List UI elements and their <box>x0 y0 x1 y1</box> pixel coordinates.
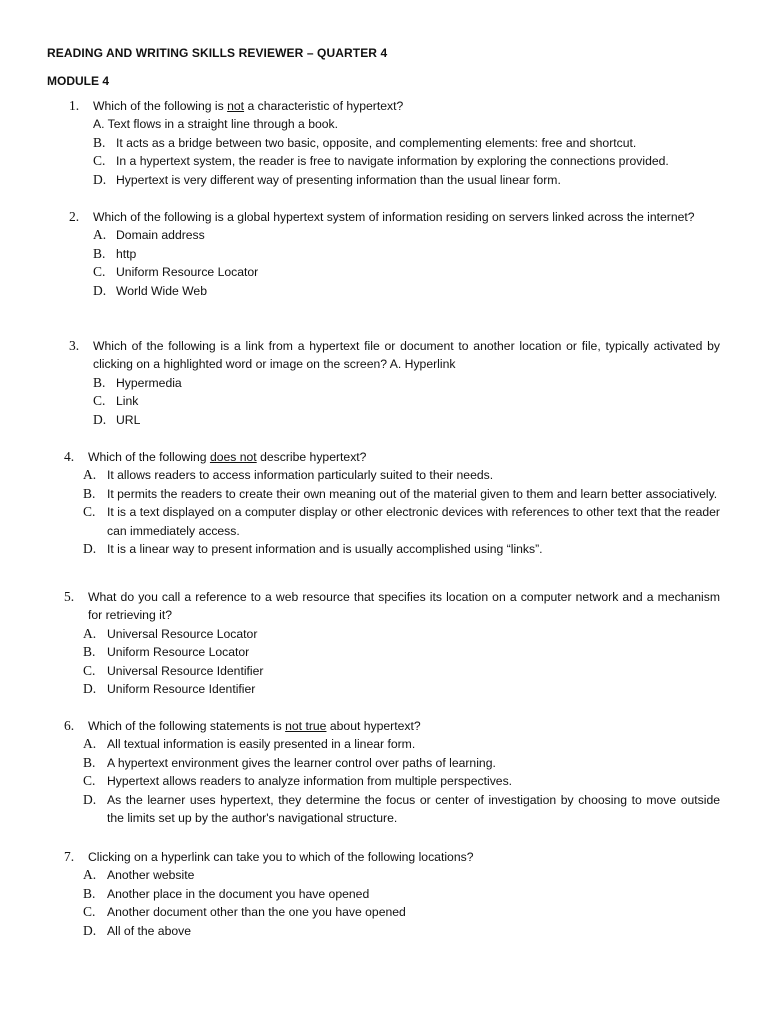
option-letter: C. <box>83 504 96 520</box>
option-c <box>83 503 720 540</box>
option-c <box>83 662 720 680</box>
option-letter: B. <box>83 754 96 770</box>
option-c <box>93 263 720 281</box>
question-stem: What do you call a reference to a web resource that specifies its location on a computer network and a mechanism for retrieving it? <box>88 590 720 623</box>
option-text: World Wide Web <box>116 283 207 298</box>
option-letter: A. <box>83 736 97 752</box>
option-letter: D. <box>93 171 107 187</box>
option-c <box>93 392 720 410</box>
option-d <box>83 791 720 828</box>
option-text: http <box>116 246 137 261</box>
question-number: 3. <box>69 338 80 353</box>
option-text: It acts as a bridge between two basic, opposite, and complementing elements: free and shortcut. <box>116 135 637 150</box>
option-list <box>83 466 720 558</box>
option-d <box>83 922 720 940</box>
option-d <box>93 171 720 189</box>
option-b <box>83 643 720 661</box>
option-letter: D. <box>83 681 97 697</box>
option-list <box>83 866 720 940</box>
option-a <box>83 625 720 643</box>
option-d <box>83 540 720 558</box>
option-text: All textual information is easily presented in a linear form. <box>107 737 416 752</box>
option-text: Uniform Resource Locator <box>107 645 250 660</box>
question-stem: Clicking on a hyperlink can take you to which of the following locations? <box>88 850 474 864</box>
underlined-keyword: does not <box>209 450 257 464</box>
option-letter: B. <box>83 644 96 660</box>
option-letter: D. <box>93 282 107 298</box>
option-b <box>83 885 720 903</box>
option-a <box>83 735 720 753</box>
option-text: Uniform Resource Locator <box>116 265 259 280</box>
question-3 <box>69 337 720 429</box>
option-letter: A. <box>93 227 107 243</box>
option-list <box>93 115 720 189</box>
option-letter: B. <box>83 885 96 901</box>
module-heading: MODULE 4 <box>47 74 110 88</box>
question-number: 4. <box>64 449 75 464</box>
option-text: Uniform Resource Identifier <box>107 682 256 697</box>
option-text: Another website <box>107 868 195 883</box>
option-b <box>93 374 720 392</box>
underlined-keyword: not <box>227 99 245 113</box>
option-b <box>83 485 720 503</box>
question-number: 6. <box>64 718 75 733</box>
option-text: Hypermedia <box>116 375 182 390</box>
option-c <box>93 152 720 170</box>
option-letter: B. <box>93 374 106 390</box>
option-c <box>83 772 720 790</box>
question-stem: Which of the following does not describe hypertext? <box>88 450 367 464</box>
option-letter: B. <box>93 245 106 261</box>
option-text: Universal Resource Identifier <box>107 663 264 678</box>
option-letter: D. <box>83 922 97 938</box>
option-text: It permits the readers to create their own meaning out of the material given to them and learn better associatively. <box>107 486 718 501</box>
underlined-keyword: not true <box>285 719 327 733</box>
option-letter: C. <box>83 773 96 789</box>
option-letter: C. <box>93 264 106 280</box>
option-letter: A. <box>83 867 97 883</box>
option-text: In a hypertext system, the reader is free to navigate information by exploring the connections provided. <box>116 154 669 169</box>
question-stem: Which of the following is a global hypertext system of information residing on servers linked across the internet? <box>93 210 695 224</box>
option-letter: C. <box>93 393 106 409</box>
option-letter: A. <box>83 625 97 641</box>
option-letter: C. <box>83 904 96 920</box>
option-list <box>83 625 720 699</box>
option-d <box>83 680 720 698</box>
option-letter: D. <box>83 541 97 557</box>
option-text: A. Text flows in a straight line through a book. <box>93 117 339 132</box>
option-text: It is a text displayed on a computer display or other electronic devices with references to other text that the reader can immediately access. <box>107 505 720 538</box>
option-b <box>83 754 720 772</box>
option-d <box>93 282 720 300</box>
option-c <box>83 903 720 921</box>
option-b <box>93 134 720 152</box>
option-letter: B. <box>83 485 96 501</box>
option-text: Another place in the document you have opened <box>107 886 370 901</box>
option-text: Link <box>116 394 139 409</box>
option-letter: A. <box>83 467 97 483</box>
question-stem: Which of the following statements is not true about hypertext? <box>88 719 421 733</box>
question-number: 1. <box>69 98 80 113</box>
option-text: Hypertext is very different way of presenting information than the usual linear form. <box>116 172 561 187</box>
option-letter: D. <box>83 791 97 807</box>
option-letter: D. <box>93 411 107 427</box>
option-letter: B. <box>93 134 106 150</box>
option-text: As the learner uses hypertext, they determine the focus or center of investigation by choosing to move outside the limits set up by the author's navigational structure. <box>107 792 720 826</box>
option-text: Universal Resource Locator <box>107 626 258 641</box>
option-list <box>93 374 720 429</box>
option-text: URL <box>116 412 141 427</box>
option-letter: C. <box>93 153 106 169</box>
option-letter: C. <box>83 662 96 678</box>
option-text: Hypertext allows readers to analyze information from multiple perspectives. <box>107 774 513 789</box>
question-number: 2. <box>69 209 80 224</box>
option-text: Domain address <box>116 228 205 243</box>
document-title: READING AND WRITING SKILLS REVIEWER – QUARTER 4 <box>47 46 388 60</box>
option-text: It allows readers to access information particularly suited to their needs. <box>107 468 494 483</box>
option-a <box>83 866 720 884</box>
option-list <box>93 226 720 300</box>
option-a <box>93 115 720 133</box>
option-text: A hypertext environment gives the learner control over paths of learning. <box>107 755 496 770</box>
question-number: 7. <box>64 849 75 864</box>
option-text: All of the above <box>107 923 192 938</box>
question-stem: Which of the following is not a characteristic of hypertext? <box>93 99 404 113</box>
option-text: It is a linear way to present information and is usually accomplished using “links”. <box>107 542 543 557</box>
question-2 <box>69 208 720 300</box>
option-b <box>93 245 720 263</box>
question-4 <box>64 448 720 558</box>
option-text: Another document other than the one you have opened <box>107 905 406 920</box>
question-number: 5. <box>64 589 75 604</box>
option-a <box>83 466 720 484</box>
question-5 <box>64 588 720 698</box>
question-1 <box>69 97 720 189</box>
option-a <box>93 226 720 244</box>
question-6 <box>64 717 720 827</box>
option-d <box>93 411 720 429</box>
question-7 <box>64 848 720 940</box>
option-list <box>83 735 720 827</box>
question-stem: Which of the following is a link from a hypertext file or document to another location or file, typically activated by clicking on a highlighted word or image on the screen? A. Hyperlink <box>93 339 720 372</box>
